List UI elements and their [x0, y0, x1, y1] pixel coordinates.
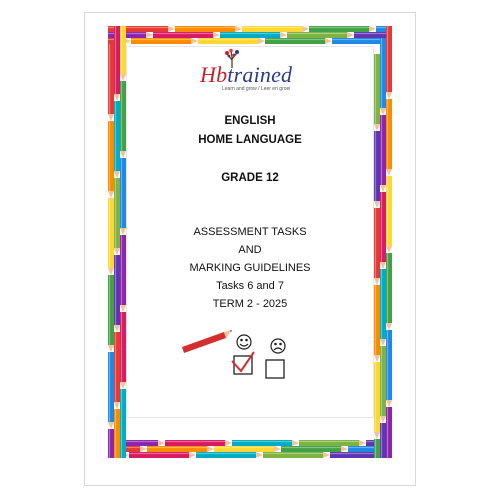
subject-title: ENGLISH [224, 115, 276, 127]
details-line-3: MARKING GUIDELINES [189, 262, 311, 274]
pencil [374, 54, 380, 131]
pencil [114, 255, 120, 332]
pencil [374, 131, 380, 208]
logo-tagline: Learn and grow / Leer en groei [222, 86, 291, 92]
pencil [175, 26, 242, 32]
pencil [281, 446, 348, 452]
logo-prefix: Hb [200, 62, 228, 87]
pencil [114, 409, 120, 458]
grade-label: GRADE 12 [221, 172, 279, 184]
pencil [129, 452, 196, 458]
pencil [374, 439, 380, 458]
logo-wordmark [200, 62, 292, 88]
pencil [374, 362, 380, 439]
marking-illustration [180, 330, 300, 388]
pencil [299, 440, 366, 446]
hbtrained-logo [200, 48, 304, 98]
pencil [214, 446, 281, 452]
pencil [108, 44, 114, 121]
red-pencil-icon [182, 330, 232, 353]
pencil [131, 38, 198, 44]
pencil [265, 38, 332, 44]
pencil [386, 330, 392, 407]
pencil [196, 452, 263, 458]
pencil [380, 346, 386, 423]
pencil [374, 208, 380, 285]
pencil [108, 275, 114, 352]
details-line-1: ASSESSMENT TASKS [193, 226, 307, 238]
pencil [108, 429, 114, 458]
logo-suffix: trained [227, 62, 293, 87]
pencil [114, 101, 120, 178]
pencil [380, 38, 386, 115]
pencil [108, 352, 114, 429]
details-line-2: AND [238, 244, 262, 256]
pencil [232, 440, 299, 446]
smiley-face-icon [237, 335, 251, 349]
pencil [380, 269, 386, 346]
sad-face-icon [271, 339, 285, 353]
subject-level: HOME LANGUAGE [198, 134, 302, 146]
pencil [153, 32, 220, 38]
pencil [108, 198, 114, 275]
pencil [287, 32, 354, 38]
details-line-4: Tasks 6 and 7 [216, 280, 284, 292]
empty-box-icon [266, 360, 284, 378]
pencil [114, 332, 120, 409]
pencil [380, 423, 386, 458]
pencil [386, 176, 392, 253]
pencil [386, 99, 392, 176]
pencil [309, 26, 376, 32]
pencil [386, 407, 392, 458]
pencil [220, 32, 287, 38]
pencil [386, 26, 392, 99]
pencil [263, 452, 330, 458]
pencil [147, 446, 214, 452]
pencil [380, 192, 386, 269]
red-check-mark-icon [232, 352, 254, 371]
pencil [374, 285, 380, 362]
pencil [114, 178, 120, 255]
pencil [198, 38, 265, 44]
details-line-5: TERM 2 - 2025 [212, 298, 288, 310]
pencil [242, 26, 309, 32]
pencil [108, 121, 114, 198]
pencil [380, 115, 386, 192]
pencil [114, 26, 120, 101]
pencil [165, 440, 232, 446]
pencil [386, 253, 392, 330]
